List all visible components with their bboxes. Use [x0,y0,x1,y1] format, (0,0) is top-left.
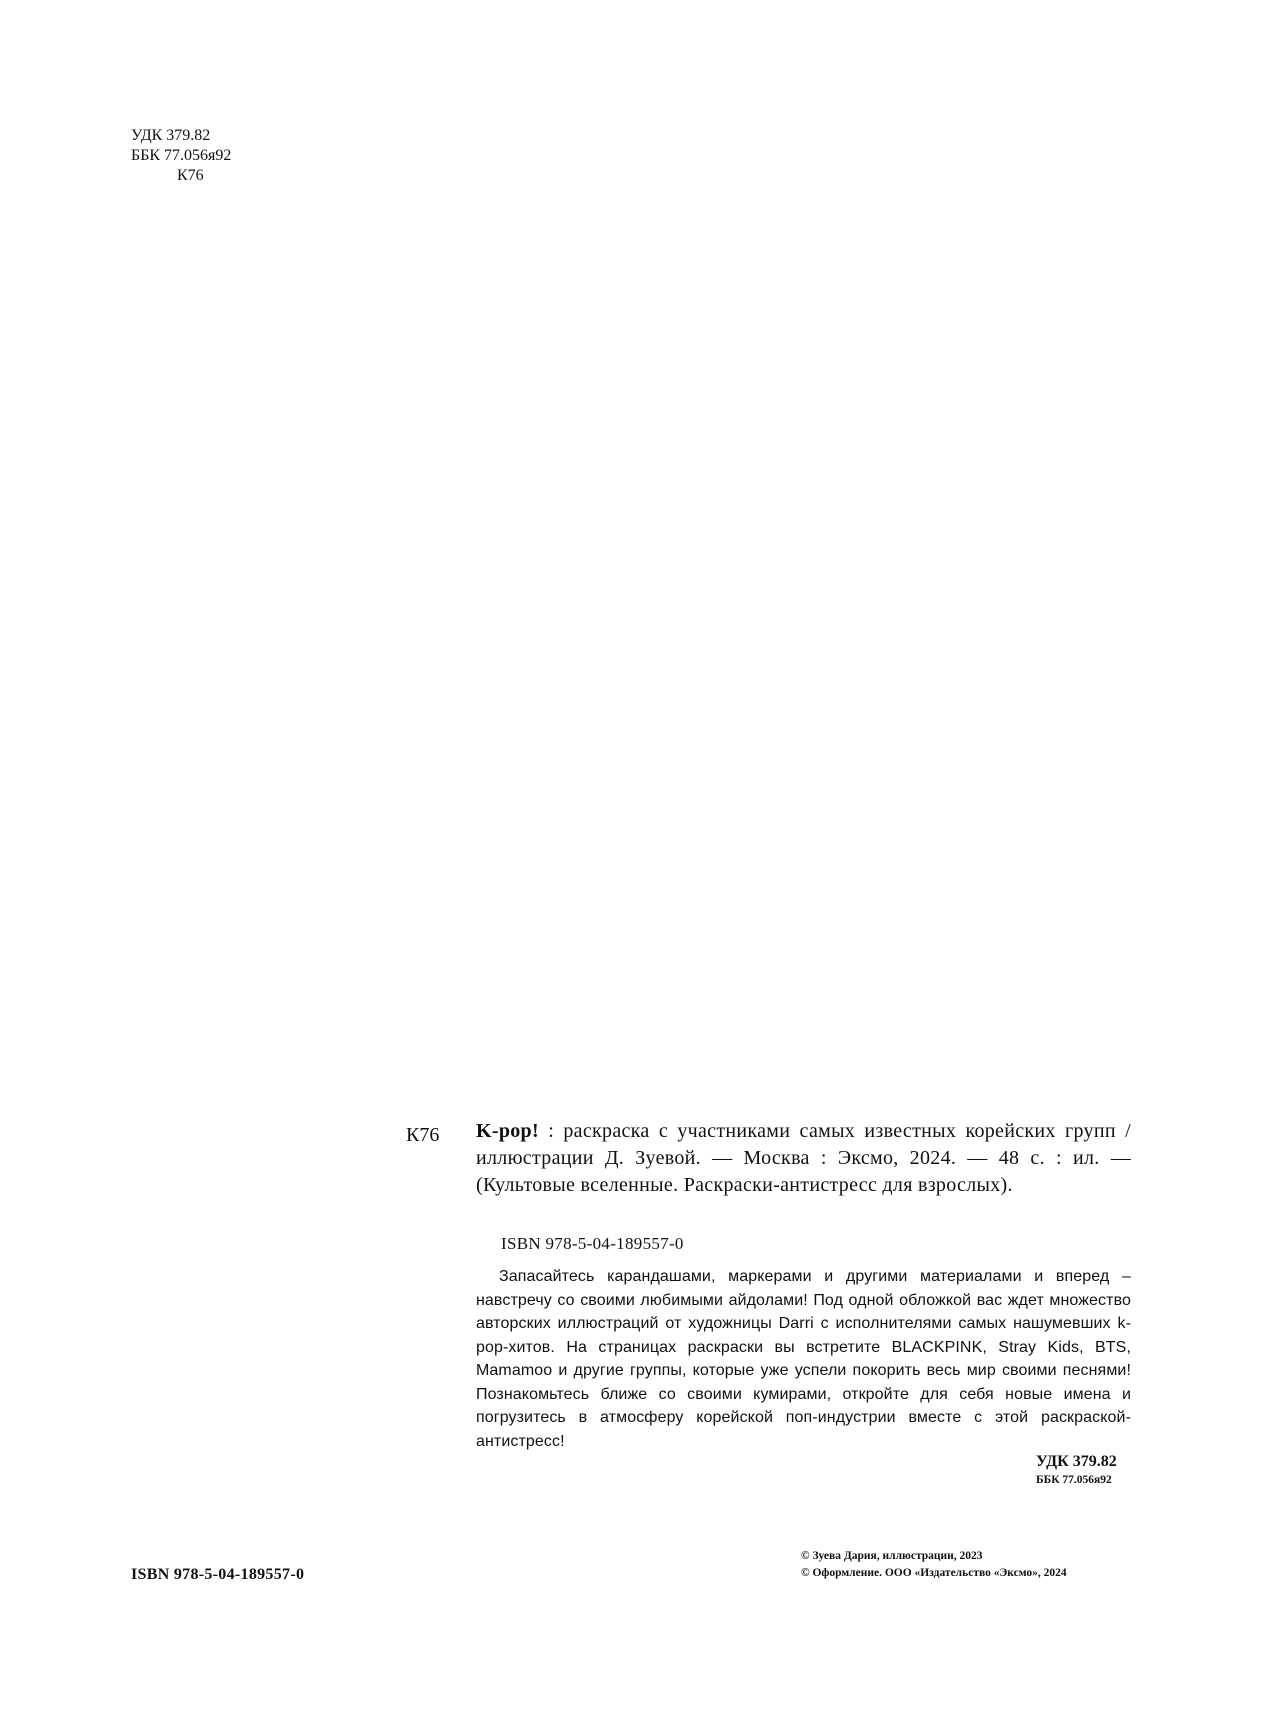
bbk-code-bold: ББК 77.056я92 [1036,1474,1112,1486]
entry-isbn: ISBN 978-5-04-189557-0 [501,1234,684,1253]
copyright-illustrations: © Зуева Дария, иллюстрации, 2023 [801,1550,983,1562]
top-classification-codes [131,126,231,186]
bibliographic-description: : раскраска с участниками самых известных корейских групп / иллюстрации Д. Зуевой. — Москва : Эксмо, 2024. — 48 с. : ил. — (Культовые вселенные. Раскраски-антистресс для взрослых). [476,1120,1131,1196]
author-mark-code: К76 [177,167,204,184]
book-title: K-pop! [476,1120,539,1142]
bbk-code: ББК 77.056я92 [131,147,232,164]
entry-author-mark: К76 [406,1124,440,1146]
footer-isbn: ISBN 978-5-04-189557-0 [131,1566,305,1583]
book-annotation: Запасайтесь карандашами, маркерами и другими материалами и вперед – навстречу со своими любимыми айдолами! Под одной обложкой вас ждет множество авторских иллюстраций от художницы Darri с исполнителями самых нашумевших k-pop-хитов. На страницах раскраски вы встретите BLACKPINK, Stray Kids, BTS, Mamamoo и другие группы, которые уже успели покорить весь мир своими песнями! Познакомьтесь ближе со своими кумирами, откройте для себя новые имена и погрузитесь в атмосферу корейской поп-индустрии вместе с этой раскраской-антистресс! [476,1268,1131,1450]
bottom-classification-codes [1036,1451,1117,1488]
bibliographic-entry [476,1118,1131,1199]
udk-code-bold: УДК 379.82 [1036,1453,1117,1470]
udk-code: УДК 379.82 [131,127,211,144]
copyright-block [801,1548,1067,1582]
copyright-design: © Оформление. ООО «Издательство «Эксмо», 2024 [801,1567,1067,1579]
